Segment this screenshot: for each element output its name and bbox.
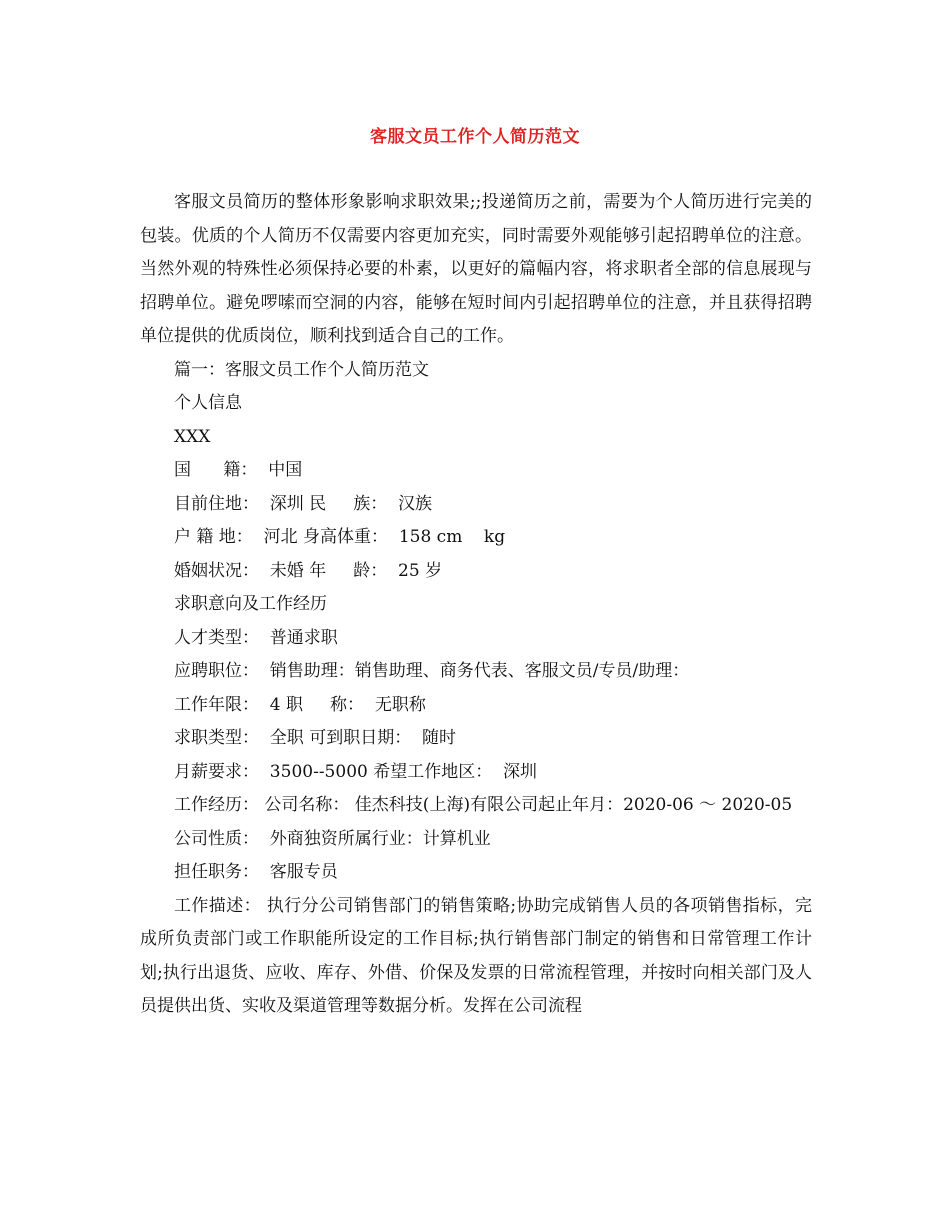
marital-age-line: 婚姻状况： 未婚 年 龄： 25 岁 [174,560,443,581]
company-nature-line: 公司性质： 外商独资所属行业：计算机业 [174,828,491,849]
job-description-paragraph: 工作描述： 执行分公司销售部门的销售策略;协助完成销售人员的各项销售指标，完成所负责部门或工作职能所设定的工作目标;执行销售部门制定的销售和日常管理工作计划;执行出退货、应收、库存、外借、价保及发票的日常流程管理，并按时向相关部门及人员提供出货、实收及渠道管理等数据分析。发挥在公司流程 [140,895,812,1016]
residence-ethnicity-line: 目前住地： 深圳 民 族： 汉族 [174,493,433,514]
applied-position-line: 应聘职位： 销售助理：销售助理、商务代表、客服文员/专员/助理： [174,661,690,681]
hukou-height-line: 户 籍 地： 河北 身高体重： 158 cm kg [174,527,506,547]
work-years-title-line: 工作年限： 4 职 称： 无职称 [174,694,426,715]
name-value: XXX [174,426,211,447]
job-type-available-line: 求职类型： 全职 可到职日期： 随时 [174,728,457,748]
intro-paragraph: 客服文员简历的整体形象影响求职效果;;投递简历之前，需要为个人简历进行完美的包装。优质的个人简历不仅需要内容更加充实，同时需要外观能够引起招聘单位的注意。当然外观的特殊性必须保持必要的朴素，以更好的篇幅内容，将求职者全部的信息展现与招聘单位。避免啰嗦而空洞的内容，能够在短时间内引起招聘单位的注意，并且获得招聘单位提供的优质岗位，顺利找到适合自己的工作。 [140,192,812,346]
section-heading: 篇一：客服文员工作个人简历范文 [174,359,429,380]
job-intent-heading: 求职意向及工作经历 [174,594,327,614]
personal-info-heading: 个人信息 [174,393,242,413]
work-experience-paragraph: 工作经历： 公司名称： 佳杰科技(上海)有限公司起止年月：2020-06 ～ 2020-05 [174,795,793,815]
position-held-line: 担任职务： 客服专员 [174,862,338,882]
nationality-line: 国 籍： 中国 [174,460,303,480]
document-body [140,186,812,1024]
document-title: 客服文员工作个人简历范文 [370,127,580,147]
salary-location-line: 月薪要求： 3500--5000 希望工作地区： 深圳 [174,761,538,782]
talent-type-line: 人才类型： 普通求职 [174,627,338,648]
